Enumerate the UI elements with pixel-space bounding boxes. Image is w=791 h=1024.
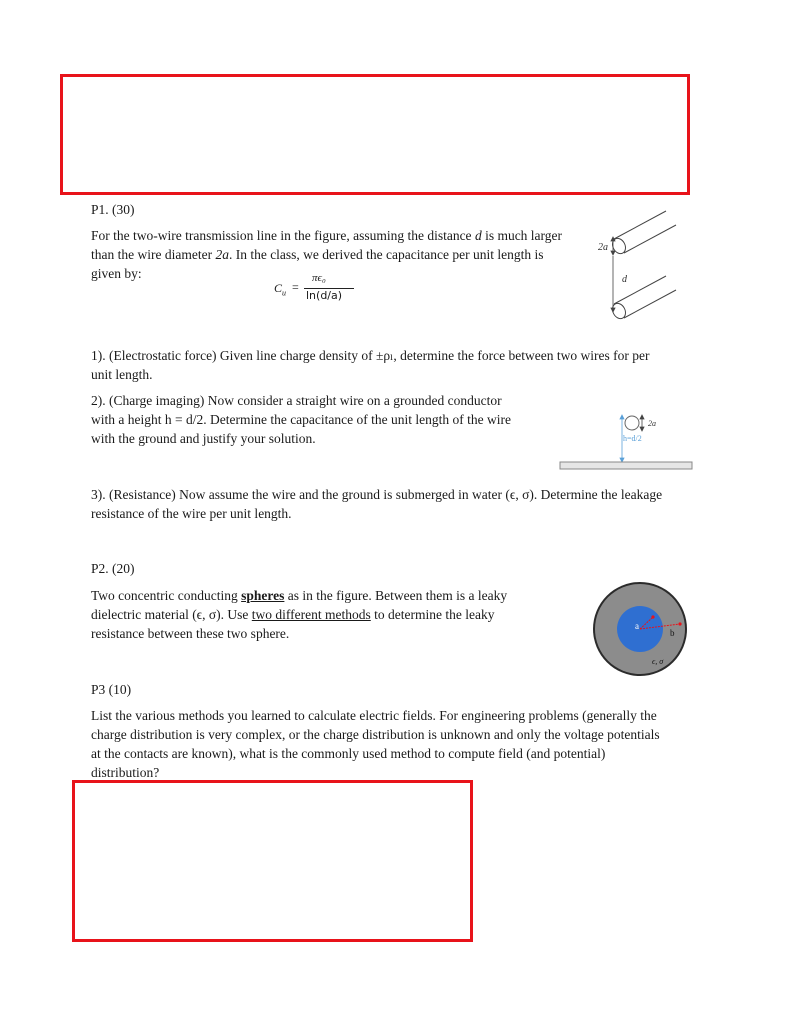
lower-wire [610, 276, 676, 321]
ground-plane [560, 462, 692, 469]
label-b: b [670, 628, 675, 638]
p2-line-3: resistance between these two sphere. [91, 626, 290, 641]
two-wire-figure [598, 208, 688, 324]
wire-diameter-arrow [640, 415, 644, 431]
p1-intro-line-3: given by: [91, 266, 142, 281]
p3-heading: P3 (10) [91, 682, 132, 697]
redaction-box-bottom [72, 780, 473, 942]
p3-line-1: List the various methods you learned to calculate electric fields. For engineering problems (generally the [91, 708, 657, 723]
label-2a: 2a [598, 242, 608, 253]
p3-line-3: at the contacts are known), what is the commonly used method to compute field (and potential) [91, 746, 606, 761]
wire-cross-section [625, 416, 639, 430]
p2-heading: P2. (20) [91, 561, 135, 576]
capacitance-formula: $C_u$ = πϵ₀ ln(d/a) [272, 272, 362, 306]
label-material: ϵ, σ [652, 657, 664, 666]
p1-q1-line-1: 1). (Electrostatic force) Given line charge density of ±ρₗ, determine the force between two wires for per [91, 348, 650, 363]
label-d: d [622, 274, 627, 285]
p1-q1-line-2: unit length. [91, 367, 153, 382]
p2-line-1: Two concentric conducting spheres as in the figure. Between them is a leaky [91, 588, 508, 603]
label-height: h=d/2 [623, 434, 642, 443]
p1-heading: P1. (30) [91, 202, 135, 217]
p3-line-2: charge distribution is very complex, or the charge distribution is unknown and only the voltage potentials [91, 727, 660, 742]
p1-q3-line-1: 3). (Resistance) Now assume the wire and the ground is submerged in water (ϵ, σ). Determine the leakage [91, 487, 663, 502]
upper-wire [610, 211, 676, 256]
p3-line-4: distribution? [91, 765, 160, 780]
radius-a-endpoint [651, 615, 654, 618]
concentric-spheres-figure [592, 581, 688, 677]
p1-q3-line-2: resistance of the wire per unit length. [91, 506, 292, 521]
p1-q2-line-3: with the ground and justify your solution. [91, 431, 316, 446]
p1-q2-line-2: with a height h = d/2. Determine the capacitance of the unit length of the wire [91, 412, 511, 427]
label-a: a [635, 621, 639, 631]
radius-b-endpoint [678, 622, 681, 625]
wire-ground-figure [556, 414, 696, 476]
p1-q2-line-1: 2). (Charge imaging) Now consider a straight wire on a grounded conductor [91, 393, 502, 408]
label-2a-small: 2a [648, 419, 656, 428]
p1-intro-line-2: than the wire diameter 2a. In the class, we derived the capacitance per unit length is [91, 247, 544, 262]
p2-line-2: dielectric material (ϵ, σ). Use two different methods to determine the leaky [91, 607, 495, 622]
p1-intro-line-1: For the two-wire transmission line in the figure, assuming the distance d is much larger [91, 228, 563, 243]
redaction-box-top [60, 74, 690, 195]
